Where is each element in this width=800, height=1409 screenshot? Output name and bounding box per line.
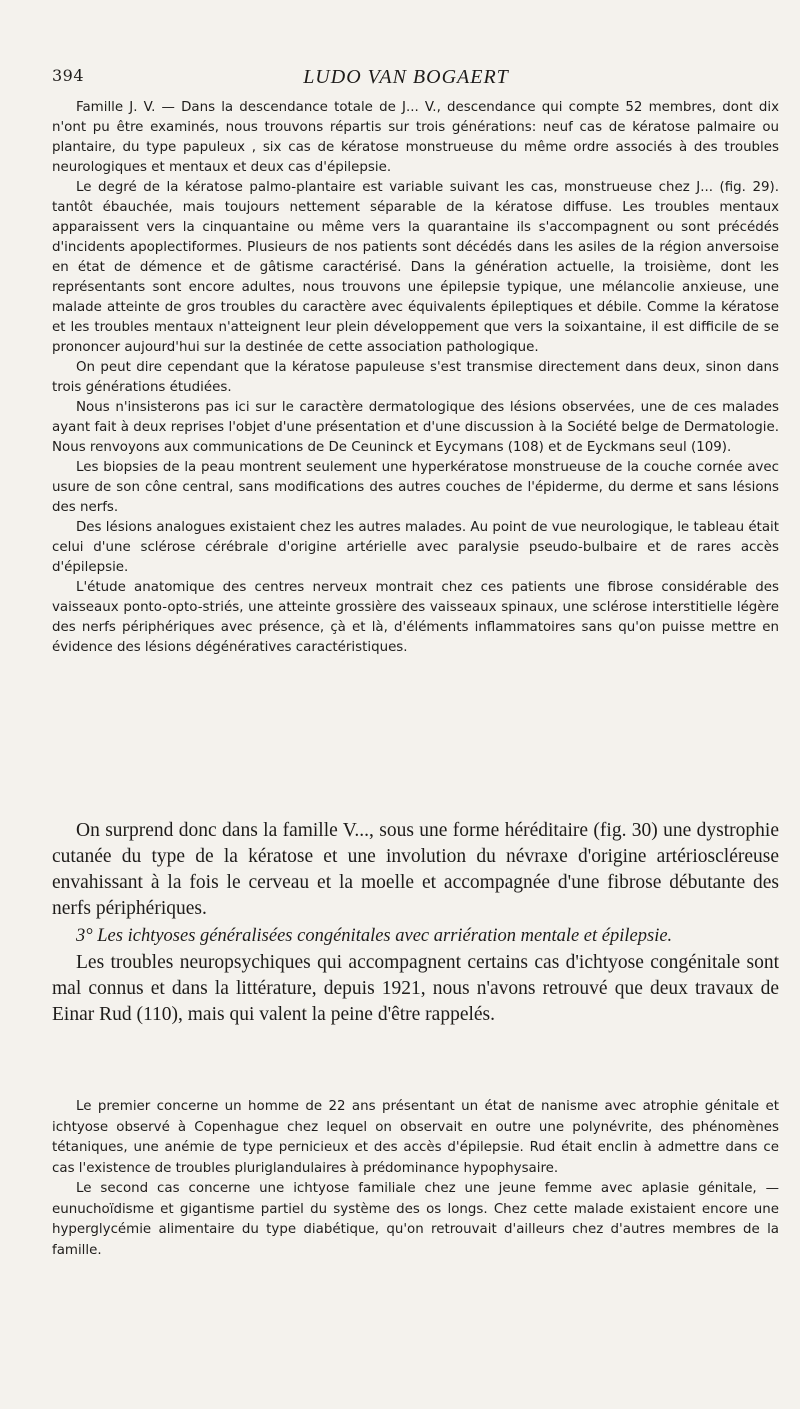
page-number: 394 bbox=[52, 66, 85, 85]
large-print-section bbox=[52, 818, 779, 1028]
paragraph-degre-keratose: Le degré de la kératose palmo-plantaire est variable suivant les cas, monstrueuse chez J... (fig. 29). tantôt ébauchée, mais toujours nettement séparable de la kératose diffuse. Les troubles mentaux apparaissent vers la cinquantaine ou même vers la quarantaine ils s'accompagnent ou sont précédés d'incidents apoplectiformes. Plusieurs de nos patients sont décédés dans les asiles de la région anversoise en état de démence et de gâtisme caractérisé. Dans la génération actuelle, la troisième, dont les représentants sont encore adultes, nous trouvons une épilepsie typique, une mélancolie anxieuse, une malade atteinte de gros troubles du caractère avec équivalents épileptiques et débile. Comme la kératose et les troubles mentaux n'atteignent leur plein développement que vers la soixantaine, il est difficile de se prononcer aujourd'hui sur la destinée de cette association pathologique. bbox=[52, 180, 779, 355]
page-header bbox=[52, 66, 760, 90]
small-print-section bbox=[52, 98, 779, 658]
paragraph-famille-v-summary: On surprend donc dans la famille V..., sous une forme héréditaire (fig. 30) une dystrophie cutanée du type de la kératose et une involution du névraxe d'origine artérioscléreuse envahissant à la fois le cerveau et la moelle et accompagnée d'une fibrose débutante des nerfs périphériques. bbox=[52, 820, 779, 919]
paragraph-dermatologie: Nous n'insisterons pas ici sur le caractère dermatologique des lésions observées, une de ces malades ayant fait à deux reprises l'objet d'une présentation et d'une discussion à la Société belge de Dermatologie. Nous renvoyons aux communications de De Ceuninck et Eycymans (108) et de Eyckmans seul (109). bbox=[52, 400, 779, 455]
paragraph-transmission: On peut dire cependant que la kératose papuleuse s'est transmise directement dans deux, sinon dans trois générations étudiées. bbox=[52, 360, 779, 395]
paragraph-etude-anatomique: L'étude anatomique des centres nerveux montrait chez ces patients une fibrose considérable des vaisseaux ponto-opto-striés, une atteinte grossière des vaisseaux spinaux, une sclérose interstitielle légère des nerfs périphériques avec présence, çà et là, d'éléments inflammatoires sans qu'on puisse mettre en évidence des lésions dégénératives caractéristiques. bbox=[52, 580, 779, 655]
paragraph-second-cas: Le second cas concerne une ichtyose familiale chez une jeune femme avec aplasie génitale, — eunuchoïdisme et gigantisme partiel du système des os longs. Chez cette malade existaient encore une hyperglycémie alimentaire du type diabétique, qu'on retrouvait d'ailleurs chez d'autres membres de la famille. bbox=[52, 1181, 779, 1258]
final-small-print-section bbox=[52, 1097, 779, 1261]
running-head: LUDO VAN BOGAERT bbox=[303, 66, 509, 88]
paragraph-lesions-analogues: Des lésions analogues existaient chez les autres malades. Au point de vue neurologique, le tableau était celui d'une sclérose cérébrale d'origine artérielle avec paralysie pseudo-bulbaire et de rares accès d'épilepsie. bbox=[52, 520, 779, 575]
paragraph-troubles-neuropsychiques: Les troubles neuropsychiques qui accompagnent certains cas d'ichtyose congénitale sont mal connus et dans la littérature, depuis 1921, nous n'avons retrouvé que deux travaux de Einar Rud (110), mais qui valent la peine d'être rappelés. bbox=[52, 952, 779, 1025]
paragraph-premier-cas: Le premier concerne un homme de 22 ans présentant un état de nanisme avec atrophie génitale et ichtyose observé à Copenhague chez lequel on observait en outre une polynévrite, des phénomènes tétaniques, une anémie de type pernicieux et des accès d'épilepsie. Rud était enclin à admettre dans ce cas l'existence de troubles pluriglandulaires à prédominance hypophysaire. bbox=[52, 1099, 779, 1176]
paragraph-biopsies: Les biopsies de la peau montrent seulement une hyperkératose monstrueuse de la couche cornée avec usure de son cône central, sans modifications des autres couches de l'épiderme, du derme et sans lésions des nerfs. bbox=[52, 460, 779, 515]
section-heading-ichtyoses: 3° Les ichtyoses généralisées congénitales avec arriération mentale et épilepsie. bbox=[76, 926, 673, 946]
paragraph-famille-jv: Famille J. V. — Dans la descendance totale de J... V., descendance qui compte 52 membres, dont dix n'ont pu être examinés, nous trouvons répartis sur trois générations: neuf cas de kératose palmaire ou plantaire, du type papuleux , six cas de kératose monstrueuse du même ordre associés à des troubles neurologiques et mentaux et deux cas d'épilepsie. bbox=[52, 100, 779, 175]
